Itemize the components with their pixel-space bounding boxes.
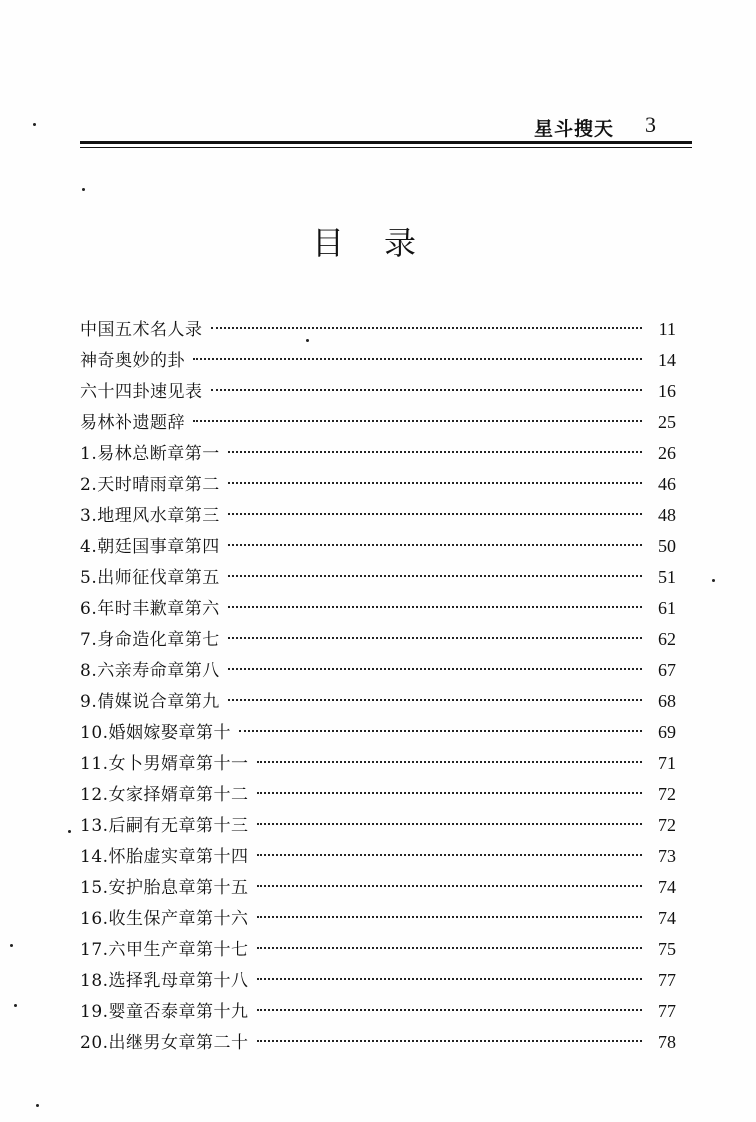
scan-speck bbox=[10, 944, 13, 947]
header-rule-thick bbox=[80, 141, 692, 144]
toc-heading: 目录 bbox=[311, 224, 456, 262]
dot-leader bbox=[228, 544, 642, 546]
toc-entry-page: 51 bbox=[658, 567, 676, 587]
toc-entry-page: 14 bbox=[658, 350, 676, 370]
toc-entry-title: 7.身命造化章第七 bbox=[80, 630, 220, 650]
toc-entry bbox=[80, 624, 676, 655]
toc-entry bbox=[80, 686, 676, 717]
toc-entry-page: 75 bbox=[658, 939, 676, 959]
toc-entry bbox=[80, 438, 676, 469]
dot-leader bbox=[257, 792, 642, 794]
toc-entry bbox=[80, 500, 676, 531]
toc-entry-title: 六十四卦速见表 bbox=[80, 382, 203, 402]
toc-entry bbox=[80, 872, 676, 903]
dot-leader bbox=[257, 854, 642, 856]
scan-speck bbox=[306, 339, 309, 342]
dot-leader bbox=[228, 606, 642, 608]
scan-speck bbox=[36, 1104, 39, 1107]
toc-entry-page: 74 bbox=[658, 877, 676, 897]
dot-leader bbox=[239, 730, 642, 732]
scan-speck bbox=[712, 579, 715, 582]
running-header bbox=[80, 112, 690, 142]
dot-leader bbox=[257, 1009, 642, 1011]
toc-entry-page: 78 bbox=[658, 1032, 676, 1052]
scan-speck bbox=[14, 1004, 17, 1007]
toc-entry-page: 72 bbox=[658, 815, 676, 835]
toc-entry bbox=[80, 779, 676, 810]
toc-entry-title: 20.出继男女章第二十 bbox=[80, 1033, 249, 1053]
scan-speck bbox=[82, 188, 85, 191]
scan-speck bbox=[33, 123, 36, 126]
dot-leader bbox=[257, 1040, 642, 1042]
toc-entry bbox=[80, 655, 676, 686]
toc-entry bbox=[80, 531, 676, 562]
toc-list bbox=[80, 314, 676, 1058]
dot-leader bbox=[193, 420, 642, 422]
toc-entry-page: 74 bbox=[658, 908, 676, 928]
toc-entry-page: 11 bbox=[658, 319, 676, 339]
toc-entry bbox=[80, 996, 676, 1027]
toc-entry-page: 71 bbox=[658, 753, 676, 773]
toc-entry-title: 11.女卜男婿章第十一 bbox=[80, 754, 249, 774]
toc-entry-page: 77 bbox=[658, 1001, 676, 1021]
toc-entry-page: 48 bbox=[658, 505, 676, 525]
dot-leader bbox=[257, 761, 642, 763]
toc-entry-title: 6.年时丰歉章第六 bbox=[80, 599, 220, 619]
toc-entry bbox=[80, 376, 676, 407]
dot-leader bbox=[211, 389, 643, 391]
dot-leader bbox=[228, 668, 642, 670]
toc-entry bbox=[80, 903, 676, 934]
toc-entry bbox=[80, 407, 676, 438]
toc-entry bbox=[80, 562, 676, 593]
dot-leader bbox=[257, 978, 642, 980]
toc-entry-title: 15.安护胎息章第十五 bbox=[80, 878, 249, 898]
toc-entry bbox=[80, 717, 676, 748]
toc-entry-page: 26 bbox=[658, 443, 676, 463]
toc-entry-page: 77 bbox=[658, 970, 676, 990]
dot-leader bbox=[228, 637, 642, 639]
toc-entry-page: 61 bbox=[658, 598, 676, 618]
toc-entry-page: 68 bbox=[658, 691, 676, 711]
dot-leader bbox=[228, 513, 642, 515]
toc-entry-title: 2.天时晴雨章第二 bbox=[80, 475, 220, 495]
toc-entry-title: 13.后嗣有无章第十三 bbox=[80, 816, 249, 836]
toc-entry-page: 16 bbox=[658, 381, 676, 401]
toc-entry-title: 9.倩媒说合章第九 bbox=[80, 692, 220, 712]
dot-leader bbox=[228, 699, 642, 701]
toc-entry-page: 46 bbox=[658, 474, 676, 494]
toc-entry-title: 18.选择乳母章第十八 bbox=[80, 971, 249, 991]
dot-leader bbox=[211, 327, 643, 329]
dot-leader bbox=[257, 947, 642, 949]
toc-entry bbox=[80, 469, 676, 500]
toc-entry-title: 12.女家择婿章第十二 bbox=[80, 785, 249, 805]
toc-entry-page: 62 bbox=[658, 629, 676, 649]
toc-entry-page: 72 bbox=[658, 784, 676, 804]
toc-entry-title: 10.婚姻嫁娶章第十 bbox=[80, 723, 232, 743]
toc-entry bbox=[80, 934, 676, 965]
toc-entry bbox=[80, 593, 676, 624]
toc-entry bbox=[80, 810, 676, 841]
toc-entry bbox=[80, 314, 676, 345]
header-rule-thin bbox=[80, 147, 692, 148]
dot-leader bbox=[193, 358, 642, 360]
toc-entry-title: 神奇奥妙的卦 bbox=[80, 351, 185, 371]
dot-leader bbox=[228, 575, 642, 577]
dot-leader bbox=[228, 451, 642, 453]
dot-leader bbox=[257, 885, 642, 887]
toc-entry-page: 73 bbox=[658, 846, 676, 866]
toc-entry-title: 19.婴童否泰章第十九 bbox=[80, 1002, 249, 1022]
scan-speck bbox=[68, 830, 71, 833]
toc-entry-page: 69 bbox=[658, 722, 676, 742]
toc-entry-title: 5.出师征伐章第五 bbox=[80, 568, 220, 588]
toc-entry-title: 1.易林总断章第一 bbox=[80, 444, 220, 464]
toc-entry-title: 17.六甲生产章第十七 bbox=[80, 940, 249, 960]
toc-entry bbox=[80, 1027, 676, 1058]
toc-entry-title: 4.朝廷国事章第四 bbox=[80, 537, 220, 557]
dot-leader bbox=[228, 482, 642, 484]
running-title: 星斗搜天 bbox=[533, 118, 614, 140]
toc-entry-title: 8.六亲寿命章第八 bbox=[80, 661, 220, 681]
toc-entry bbox=[80, 345, 676, 376]
toc-entry-page: 25 bbox=[658, 412, 676, 432]
toc-entry-page: 67 bbox=[658, 660, 676, 680]
dot-leader bbox=[257, 823, 642, 825]
toc-entry-title: 16.收生保产章第十六 bbox=[80, 909, 249, 929]
toc-entry-title: 易林补遗题辞 bbox=[80, 413, 185, 433]
page-number: 3 bbox=[645, 112, 656, 137]
toc-entry bbox=[80, 841, 676, 872]
dot-leader bbox=[257, 916, 642, 918]
toc-entry bbox=[80, 965, 676, 996]
toc-entry-title: 3.地理风水章第三 bbox=[80, 506, 220, 526]
toc-entry-title: 14.怀胎虚实章第十四 bbox=[80, 847, 249, 867]
toc-entry bbox=[80, 748, 676, 779]
toc-entry-page: 50 bbox=[658, 536, 676, 556]
toc-entry-title: 中国五术名人录 bbox=[80, 320, 203, 340]
